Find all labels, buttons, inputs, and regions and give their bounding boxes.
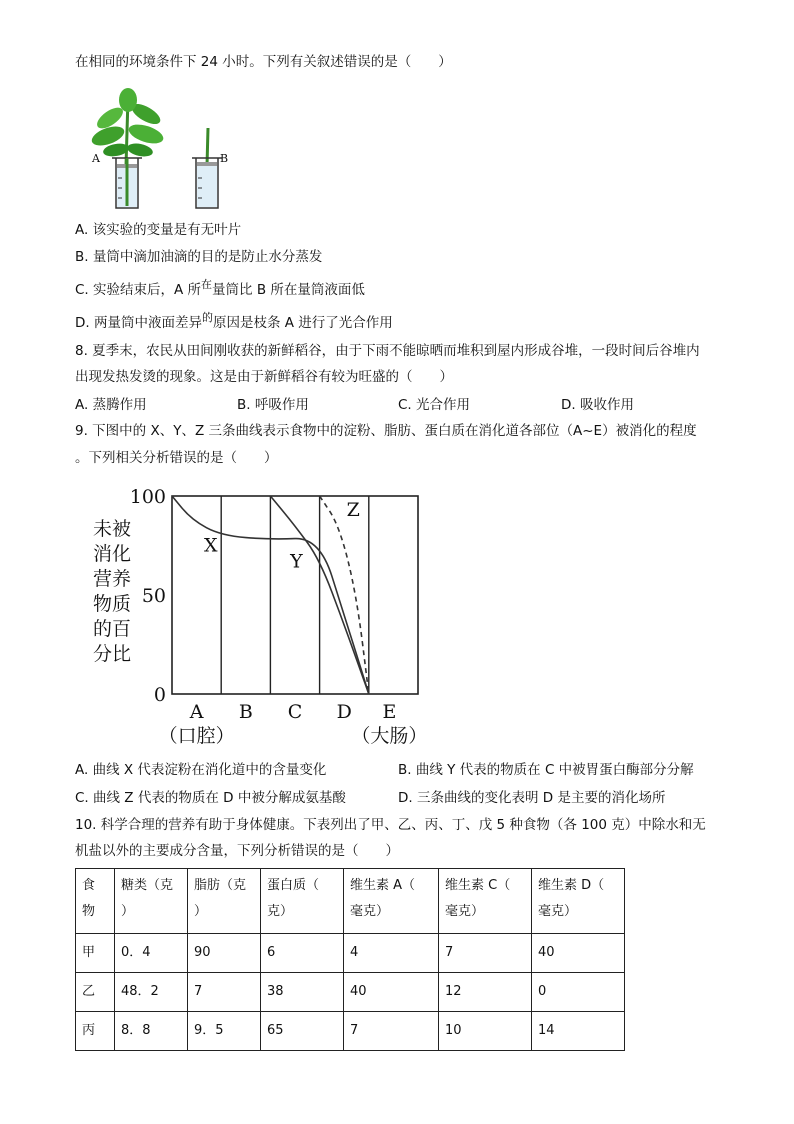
q7-option-c-post: 量筒比 B 所在量筒液面低 — [212, 282, 365, 298]
q9-option-a: A. 曲线 X 代表淀粉在消化道中的含量变化 — [75, 762, 327, 778]
q8-option-b: B. 呼吸作用 — [237, 397, 309, 413]
beaker-b-label: B — [220, 152, 229, 165]
header-cell — [439, 869, 532, 934]
table-cell: 40 — [344, 973, 439, 1012]
beaker-b-icon — [192, 128, 222, 208]
header-protein-l1: 蛋白质（ — [267, 878, 320, 893]
table-cell: 8．8 — [115, 1012, 188, 1051]
leafy-branch-icon — [89, 88, 165, 166]
table-cell: 6 — [261, 934, 344, 973]
y-tick-label: 100 — [129, 486, 166, 508]
table-row — [76, 973, 625, 1012]
curve-label-z: Z — [346, 498, 360, 521]
q8-option-c: C. 光合作用 — [398, 397, 471, 413]
x-sublabel: （大肠） — [351, 725, 428, 747]
q8-option-a: A. 蒸腾作用 — [75, 397, 147, 413]
q7-option-d — [75, 313, 393, 334]
table-cell: 4 — [344, 934, 439, 973]
table-cell: 7 — [439, 934, 532, 973]
beaker-a-icon — [112, 158, 142, 208]
q8-option-d: D. 吸收作用 — [561, 397, 634, 413]
y-label-char-1: 消化 — [93, 543, 132, 565]
header-fat-l1: 脂肪（克 — [194, 878, 247, 893]
table-row — [76, 1012, 625, 1051]
y-label-char-0: 未被 — [93, 518, 132, 540]
nutrient-table — [75, 868, 625, 1051]
q7-option-c-pre: C. 实验结束后，A 所 — [75, 282, 202, 298]
q10-stem-line1: 10. 科学合理的营养有助于身体健康。下表列出了甲、乙、丙、丁、戊 5 种食物（各 100 克）中除水和无 — [75, 817, 706, 833]
header-vitc-l1: 维生素 C（ — [445, 878, 511, 893]
q10-stem-line2: 机盐以外的主要成分含量，下列分析错误的是（ ） — [75, 843, 399, 859]
y-label-char-5: 分比 — [93, 643, 132, 665]
digestion-chart — [0, 480, 794, 750]
header-sugar-l2: ） — [121, 904, 135, 919]
beaker-a-label: A — [92, 152, 100, 165]
q9-option-d: D. 三条曲线的变化表明 D 是主要的消化场所 — [398, 790, 666, 806]
q7-option-d-pre: D. 两量筒中液面差异 — [75, 315, 202, 331]
q8-stem-line2: 出现发热发烫的现象。这是由于新鲜稻谷有较为旺盛的（ ） — [75, 369, 453, 385]
table-cell: 0 — [532, 973, 625, 1012]
y-label-char-3: 物质 — [93, 593, 132, 615]
table-cell: 48．2 — [115, 973, 188, 1012]
header-cell — [76, 869, 115, 934]
q7-option-d-sup: 的 — [201, 311, 213, 324]
y-axis-label — [93, 518, 131, 665]
table-cell: 12 — [439, 973, 532, 1012]
header-food-l2: 物 — [82, 904, 96, 919]
curve-label-x: X — [203, 534, 218, 557]
x-tick-label: E — [382, 701, 397, 723]
header-food-l1: 食 — [82, 878, 96, 893]
q9-option-b: B. 曲线 Y 代表的物质在 C 中被胃蛋白酶部分分解 — [398, 762, 694, 778]
y-tick-label: 50 — [141, 585, 166, 607]
table-cell: 40 — [532, 934, 625, 973]
header-vita-l1: 维生素 A（ — [350, 878, 416, 893]
x-sublabel: （口腔） — [158, 725, 235, 747]
plant-experiment-figure — [88, 88, 238, 213]
q7-option-d-post: 原因是枝条 A 进行了光合作用 — [212, 315, 393, 331]
table-cell: 丙 — [76, 1012, 115, 1051]
table-cell: 乙 — [76, 973, 115, 1012]
table-row — [76, 934, 625, 973]
table-cell: 7 — [344, 1012, 439, 1051]
curve-z — [320, 496, 369, 694]
header-vita-l2: 毫克） — [350, 904, 390, 919]
header-fat-l2: ） — [194, 904, 208, 919]
table-cell: 14 — [532, 1012, 625, 1051]
header-cell — [344, 869, 439, 934]
q9-option-c: C. 曲线 Z 代表的物质在 D 中被分解成氨基酸 — [75, 790, 346, 806]
q7-option-c — [75, 280, 365, 301]
y-label-char-2: 营养 — [93, 568, 132, 590]
q7-option-c-sup: 在 — [201, 278, 213, 291]
header-protein-l2: 克） — [267, 904, 294, 919]
q9-stem-line2: 。下列相关分析错误的是（ ） — [75, 450, 278, 466]
x-tick-label: C — [287, 701, 303, 723]
q9-stem-line1: 9. 下图中的 X、Y、Z 三条曲线表示食物中的淀粉、脂肪、蛋白质在消化道各部位（A~E）被消化的程度 — [75, 423, 697, 439]
header-sugar-l1: 糖类（克 — [121, 878, 174, 893]
table-cell: 38 — [261, 973, 344, 1012]
plot-area — [130, 486, 428, 747]
y-label-char-4: 的百 — [93, 618, 132, 640]
curve-label-y: Y — [290, 550, 303, 573]
q7-option-a: A. 该实验的变量是有无叶片 — [75, 222, 242, 238]
table-cell: 7 — [188, 973, 261, 1012]
table-cell: 甲 — [76, 934, 115, 973]
header-vitd-l1: 维生素 D（ — [538, 878, 605, 893]
x-tick-label: B — [238, 701, 253, 723]
table-cell: 90 — [188, 934, 261, 973]
question-intro: 在相同的环境条件下 24 小时。下列有关叙述错误的是（ ） — [75, 54, 452, 70]
header-cell — [188, 869, 261, 934]
header-cell — [261, 869, 344, 934]
q8-stem-line1: 8. 夏季末，农民从田间刚收获的新鲜稻谷，由于下雨不能晾晒而堆积到屋内形成谷堆，一段时间后谷堆内 — [75, 343, 700, 359]
header-vitc-l2: 毫克） — [445, 904, 485, 919]
header-cell — [115, 869, 188, 934]
table-cell: 0．4 — [115, 934, 188, 973]
table-cell: 9．5 — [188, 1012, 261, 1051]
header-vitd-l2: 毫克） — [538, 904, 578, 919]
table-header-row — [76, 869, 625, 934]
header-cell — [532, 869, 625, 934]
table-cell: 10 — [439, 1012, 532, 1051]
q7-option-b: B. 量筒中滴加油滴的目的是防止水分蒸发 — [75, 249, 323, 265]
x-tick-label: D — [336, 701, 352, 723]
y-tick-label: 0 — [153, 684, 166, 706]
x-tick-label: A — [189, 701, 204, 723]
table-cell: 65 — [261, 1012, 344, 1051]
